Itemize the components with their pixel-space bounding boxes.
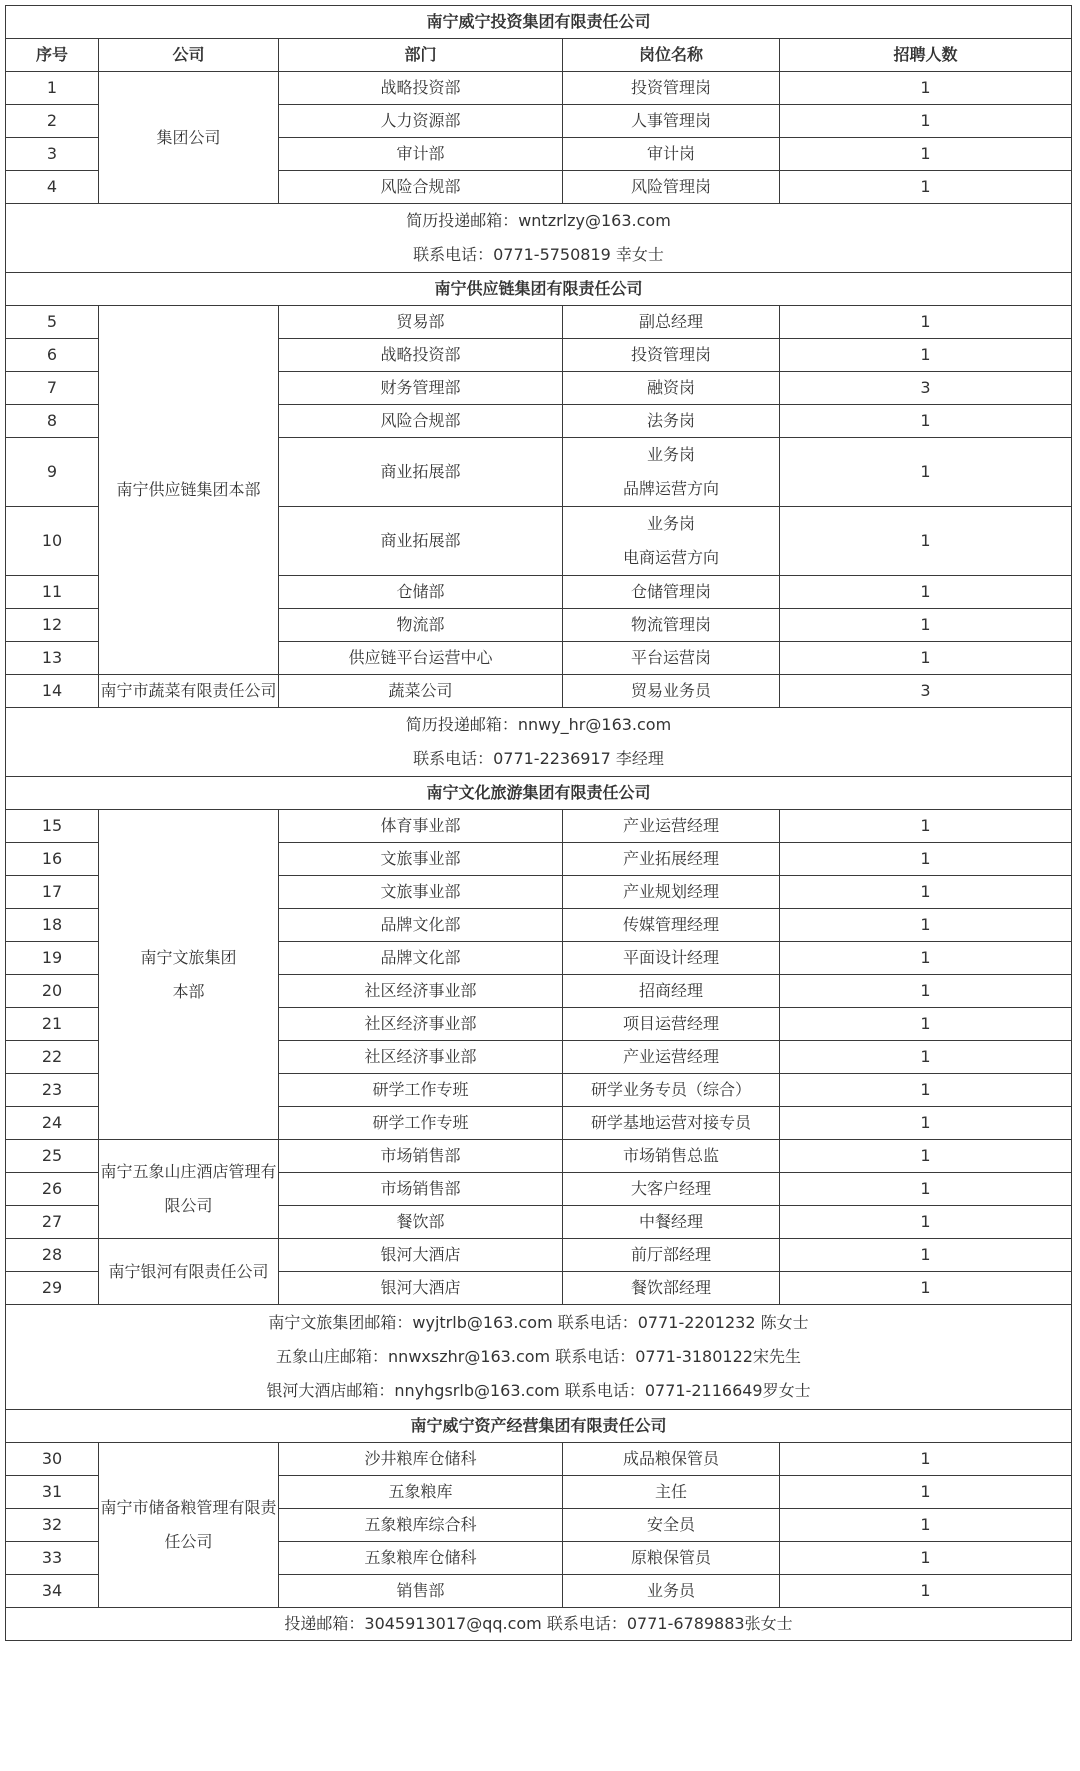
position-line: 业务岗: [646, 445, 695, 464]
table-row: [6, 675, 1072, 708]
seq-cell: 3: [6, 138, 99, 171]
count-cell: 1: [780, 609, 1072, 642]
count-cell: 1: [780, 72, 1072, 105]
position-cell: 研学业务专员（综合）: [563, 1074, 780, 1107]
dept-cell: 沙井粮库仓储科: [279, 1443, 563, 1476]
count-cell: 3: [780, 372, 1072, 405]
company-cell: 南宁银河有限责任公司: [99, 1239, 279, 1305]
count-cell: 1: [780, 1041, 1072, 1074]
position-cell: 研学基地运营对接专员: [563, 1107, 780, 1140]
count-cell: 1: [780, 339, 1072, 372]
position-cell: 前厅部经理: [563, 1239, 780, 1272]
contact-cell: [6, 204, 1072, 273]
count-cell: 1: [780, 405, 1072, 438]
seq-cell: 33: [6, 1542, 99, 1575]
position-cell: 餐饮部经理: [563, 1272, 780, 1305]
company-cell: [99, 810, 279, 1140]
company-cell: 南宁市蔬菜有限责任公司: [99, 675, 279, 708]
position-cell: 仓储管理岗: [563, 576, 780, 609]
count-cell: 1: [780, 1140, 1072, 1173]
dept-cell: 战略投资部: [279, 339, 563, 372]
position-cell: 人事管理岗: [563, 105, 780, 138]
seq-cell: 27: [6, 1206, 99, 1239]
dept-cell: 餐饮部: [279, 1206, 563, 1239]
company-line: 本部: [172, 981, 205, 1001]
seq-cell: 34: [6, 1575, 99, 1608]
seq-cell: 19: [6, 942, 99, 975]
recruitment-table: [5, 5, 1072, 1641]
dept-cell: 社区经济事业部: [279, 1041, 563, 1074]
seq-cell: 25: [6, 1140, 99, 1173]
position-cell: 项目运营经理: [563, 1008, 780, 1041]
contact-phone: 联系电话：0771-2236917 李经理: [413, 749, 664, 768]
dept-cell: 文旅事业部: [279, 843, 563, 876]
position-cell: 主任: [563, 1476, 780, 1509]
company-cell: 南宁供应链集团本部: [99, 306, 279, 675]
seq-cell: 2: [6, 105, 99, 138]
position-line: 品牌运营方向: [622, 479, 719, 498]
seq-cell: 31: [6, 1476, 99, 1509]
count-cell: 1: [780, 1272, 1072, 1305]
seq-cell: 22: [6, 1041, 99, 1074]
seq-cell: 15: [6, 810, 99, 843]
seq-cell: 6: [6, 339, 99, 372]
dept-cell: 体育事业部: [279, 810, 563, 843]
dept-cell: 市场销售部: [279, 1173, 563, 1206]
section-title-row: [6, 6, 1072, 39]
dept-cell: 仓储部: [279, 576, 563, 609]
table-row: [6, 1239, 1072, 1272]
dept-cell: 五象粮库: [279, 1476, 563, 1509]
count-cell: 1: [780, 507, 1072, 576]
contact-row: [6, 204, 1072, 273]
dept-cell: 风险合规部: [279, 405, 563, 438]
contact-line: 五象山庄邮箱：nnwxszhr@163.com 联系电话：0771-3180122宋先生: [276, 1347, 801, 1366]
recruitment-table-container: [5, 5, 1072, 1641]
contact-row: [6, 708, 1072, 777]
count-cell: 1: [780, 1173, 1072, 1206]
header-seq: 序号: [6, 39, 99, 72]
header-row: [6, 39, 1072, 72]
count-cell: 1: [780, 810, 1072, 843]
seq-cell: 12: [6, 609, 99, 642]
position-cell: 大客户经理: [563, 1173, 780, 1206]
dept-cell: 风险合规部: [279, 171, 563, 204]
count-cell: 1: [780, 1476, 1072, 1509]
section-title-row: [6, 777, 1072, 810]
dept-cell: 五象粮库综合科: [279, 1509, 563, 1542]
dept-cell: 文旅事业部: [279, 876, 563, 909]
company-line: 南宁市储备粮管理有限责: [100, 1498, 277, 1517]
count-cell: 1: [780, 1107, 1072, 1140]
dept-cell: 人力资源部: [279, 105, 563, 138]
company-line: 限公司: [164, 1196, 213, 1215]
position-cell: 中餐经理: [563, 1206, 780, 1239]
dept-cell: 社区经济事业部: [279, 975, 563, 1008]
contact-line: 银河大酒店邮箱：nnyhgsrlb@163.com 联系电话：0771-2116649罗女士: [266, 1381, 811, 1400]
contact-row: [6, 1608, 1072, 1641]
seq-cell: 7: [6, 372, 99, 405]
dept-cell: 品牌文化部: [279, 909, 563, 942]
seq-cell: 20: [6, 975, 99, 1008]
company-cell: [99, 1140, 279, 1239]
seq-cell: 11: [6, 576, 99, 609]
header-count: 招聘人数: [780, 39, 1072, 72]
count-cell: 1: [780, 576, 1072, 609]
header-dept: 部门: [279, 39, 563, 72]
seq-cell: 5: [6, 306, 99, 339]
contact-cell: [6, 1305, 1072, 1410]
contact-phone: 联系电话：0771-5750819 幸女士: [413, 245, 664, 264]
count-cell: 1: [780, 1575, 1072, 1608]
position-cell: 产业规划经理: [563, 876, 780, 909]
position-cell: [563, 438, 780, 507]
position-cell: 贸易业务员: [563, 675, 780, 708]
seq-cell: 16: [6, 843, 99, 876]
position-cell: 平面设计经理: [563, 942, 780, 975]
dept-cell: 品牌文化部: [279, 942, 563, 975]
count-cell: 1: [780, 1206, 1072, 1239]
position-line: 业务岗: [646, 514, 695, 533]
contact-cell: 投递邮箱：3045913017@qq.com 联系电话：0771-6789883张女士: [6, 1608, 1072, 1641]
count-cell: 1: [780, 1008, 1072, 1041]
dept-cell: 商业拓展部: [279, 438, 563, 507]
count-cell: 3: [780, 675, 1072, 708]
dept-cell: 市场销售部: [279, 1140, 563, 1173]
count-cell: 1: [780, 1509, 1072, 1542]
dept-cell: 社区经济事业部: [279, 1008, 563, 1041]
position-cell: 投资管理岗: [563, 339, 780, 372]
position-cell: 平台运营岗: [563, 642, 780, 675]
contact-row: [6, 1305, 1072, 1410]
section-title: 南宁威宁资产经营集团有限责任公司: [6, 1410, 1072, 1443]
dept-cell: 商业拓展部: [279, 507, 563, 576]
company-cell: [99, 1443, 279, 1608]
seq-cell: 23: [6, 1074, 99, 1107]
count-cell: 1: [780, 975, 1072, 1008]
table-row: [6, 810, 1072, 843]
dept-cell: 战略投资部: [279, 72, 563, 105]
seq-cell: 21: [6, 1008, 99, 1041]
seq-cell: 8: [6, 405, 99, 438]
count-cell: 1: [780, 909, 1072, 942]
section-title-row: [6, 273, 1072, 306]
position-cell: 原粮保管员: [563, 1542, 780, 1575]
seq-cell: 30: [6, 1443, 99, 1476]
position-cell: 物流管理岗: [563, 609, 780, 642]
seq-cell: 26: [6, 1173, 99, 1206]
table-row: [6, 306, 1072, 339]
dept-cell: 研学工作专班: [279, 1107, 563, 1140]
position-cell: 传媒管理经理: [563, 909, 780, 942]
seq-cell: 18: [6, 909, 99, 942]
table-row: [6, 72, 1072, 105]
section-title: 南宁供应链集团有限责任公司: [6, 273, 1072, 306]
section-title: 南宁文化旅游集团有限责任公司: [6, 777, 1072, 810]
position-cell: 成品粮保管员: [563, 1443, 780, 1476]
count-cell: 1: [780, 1239, 1072, 1272]
dept-cell: 研学工作专班: [279, 1074, 563, 1107]
seq-cell: 29: [6, 1272, 99, 1305]
dept-cell: 五象粮库仓储科: [279, 1542, 563, 1575]
seq-cell: 13: [6, 642, 99, 675]
position-cell: 产业拓展经理: [563, 843, 780, 876]
seq-cell: 28: [6, 1239, 99, 1272]
contact-email: 简历投递邮箱：wntzrlzy@163.com: [406, 211, 671, 230]
table-row: [6, 1443, 1072, 1476]
seq-cell: 14: [6, 675, 99, 708]
contact-line: 南宁文旅集团邮箱：wyjtrlb@163.com 联系电话：0771-2201232 陈女士: [268, 1313, 809, 1332]
count-cell: 1: [780, 1542, 1072, 1575]
dept-cell: 物流部: [279, 609, 563, 642]
seq-cell: 10: [6, 507, 99, 576]
seq-cell: 17: [6, 876, 99, 909]
seq-cell: 32: [6, 1509, 99, 1542]
position-cell: 审计岗: [563, 138, 780, 171]
position-cell: 招商经理: [563, 975, 780, 1008]
position-cell: 产业运营经理: [563, 1041, 780, 1074]
company-line: 任公司: [164, 1532, 213, 1551]
count-cell: 1: [780, 1074, 1072, 1107]
company-line: 南宁文旅集团: [140, 947, 237, 967]
seq-cell: 24: [6, 1107, 99, 1140]
section-title: 南宁威宁投资集团有限责任公司: [6, 6, 1072, 39]
position-cell: 副总经理: [563, 306, 780, 339]
seq-cell: 4: [6, 171, 99, 204]
header-company: 公司: [99, 39, 279, 72]
count-cell: 1: [780, 1443, 1072, 1476]
position-cell: 风险管理岗: [563, 171, 780, 204]
section-title-row: [6, 1410, 1072, 1443]
dept-cell: 供应链平台运营中心: [279, 642, 563, 675]
position-cell: 业务员: [563, 1575, 780, 1608]
dept-cell: 财务管理部: [279, 372, 563, 405]
count-cell: 1: [780, 105, 1072, 138]
dept-cell: 银河大酒店: [279, 1239, 563, 1272]
position-cell: 法务岗: [563, 405, 780, 438]
count-cell: 1: [780, 306, 1072, 339]
position-cell: 安全员: [563, 1509, 780, 1542]
dept-cell: 银河大酒店: [279, 1272, 563, 1305]
seq-cell: 9: [6, 438, 99, 507]
position-cell: 融资岗: [563, 372, 780, 405]
seq-cell: 1: [6, 72, 99, 105]
dept-cell: 销售部: [279, 1575, 563, 1608]
dept-cell: 贸易部: [279, 306, 563, 339]
count-cell: 1: [780, 138, 1072, 171]
position-cell: 产业运营经理: [563, 810, 780, 843]
table-row: [6, 1140, 1072, 1173]
company-line: 南宁五象山庄酒店管理有: [100, 1162, 277, 1181]
count-cell: 1: [780, 438, 1072, 507]
position-cell: 市场销售总监: [563, 1140, 780, 1173]
contact-cell: [6, 708, 1072, 777]
dept-cell: 蔬菜公司: [279, 675, 563, 708]
company-cell: 集团公司: [99, 72, 279, 204]
position-cell: [563, 507, 780, 576]
contact-email: 简历投递邮箱：nnwy_hr@163.com: [405, 715, 672, 734]
header-position: 岗位名称: [563, 39, 780, 72]
position-line: 电商运营方向: [622, 548, 719, 567]
count-cell: 1: [780, 843, 1072, 876]
position-cell: 投资管理岗: [563, 72, 780, 105]
count-cell: 1: [780, 171, 1072, 204]
dept-cell: 审计部: [279, 138, 563, 171]
count-cell: 1: [780, 642, 1072, 675]
count-cell: 1: [780, 942, 1072, 975]
count-cell: 1: [780, 876, 1072, 909]
